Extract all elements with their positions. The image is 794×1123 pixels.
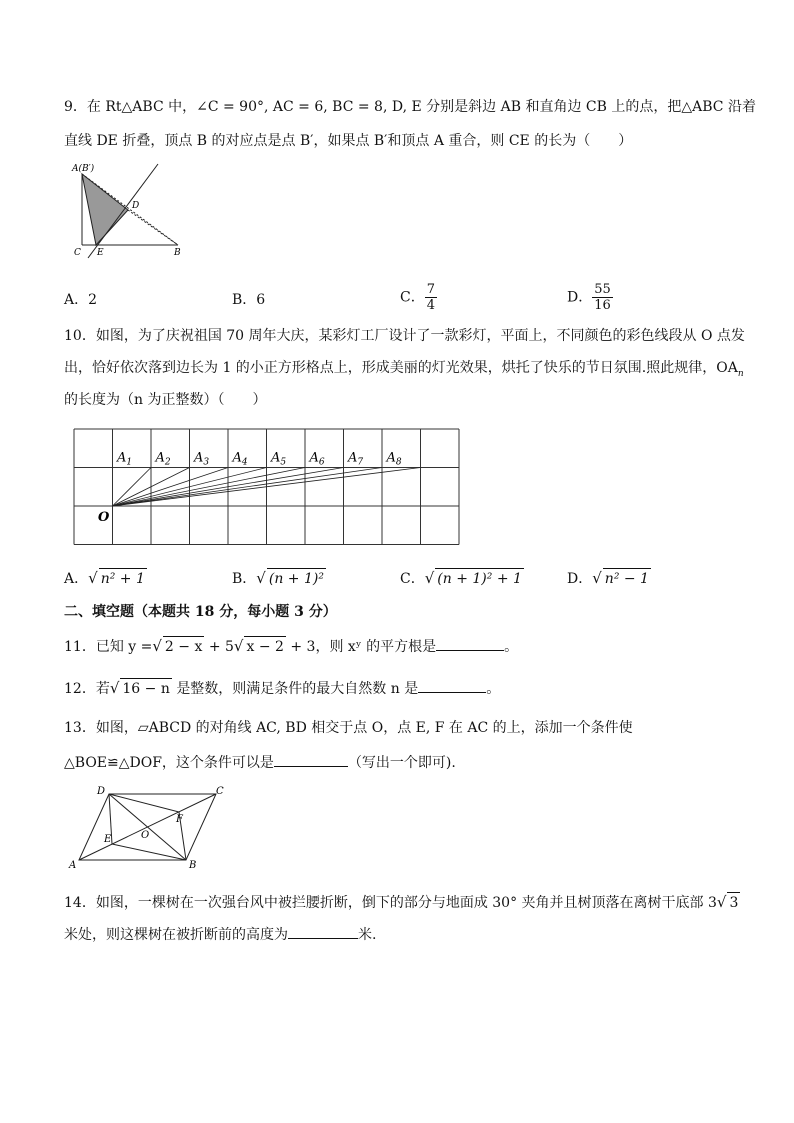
q13-label-o: O (141, 830, 150, 841)
label-a1: $A_1$ (117, 450, 133, 468)
label-a8: $A_8$ (386, 450, 402, 468)
q9-option-d-label: D． (567, 289, 593, 306)
q10-option-d[interactable]: D．√ n² − 1 (567, 569, 649, 587)
label-a4: $A_4$ (232, 450, 248, 468)
q10-line3: 的长度为（n 为正整数）（ ） (64, 392, 267, 408)
ray-o-a7 (113, 468, 383, 507)
q10-label-o: O (98, 510, 110, 525)
q14-line1: 14．如图，一棵树在一次强台风中被拦腰折断，倒下的部分与地面成 30° 夹角并且树顶落在离树干底部 3√ 3 (64, 893, 739, 911)
q9-option-b-value: 6 (256, 292, 266, 308)
q10-line2: 出，恰好依次落到边长为 1 的小正方形格点上，形成美丽的灯光效果，烘托了快乐的节日氛围.照此规律，$OA_n$ (64, 360, 744, 379)
q13-label-f: F (176, 814, 183, 825)
q9-seg-db (128, 210, 178, 245)
q9-option-a[interactable] (64, 290, 97, 310)
q9-option-b-label: B． (232, 292, 257, 308)
q13-line2: △BOE≌△DOF，这个条件可以是 （写出一个即可). (64, 752, 456, 773)
q12-answer-blank[interactable] (418, 678, 486, 693)
q10-option-b[interactable]: B．√ (n + 1)² (232, 569, 324, 587)
q10-line1: 10．如图，为了庆祝祖国 70 周年大庆，某彩灯工厂设计了一款彩灯，平面上，不同颜色的彩色线段从 O 点发 (64, 328, 745, 344)
ray-o-a5 (113, 468, 306, 507)
label-a5: $A_5$ (271, 450, 287, 468)
q10-grid-figure (70, 424, 462, 548)
q10-option-d-label: D． (567, 571, 593, 587)
q9-label-b: B (174, 248, 181, 258)
q13-label-b: B (189, 860, 197, 871)
q13-label-e: E (104, 834, 112, 845)
q13-seg-be (112, 844, 186, 860)
q13-parallelogram-figure (64, 782, 234, 872)
q9-option-c-fraction: $\frac{7}{4}$ (426, 282, 435, 313)
q10-option-d-value: n² − 1 (603, 568, 651, 589)
q13-label-c: C (216, 786, 224, 797)
q10-option-a[interactable]: A．√ n² + 1 (64, 569, 145, 587)
q10-option-c[interactable]: C．√ (n + 1)² + 1 (400, 569, 522, 587)
q9-option-d[interactable] (567, 282, 613, 313)
q10-option-c-value: (n + 1)² + 1 (435, 568, 524, 589)
label-a6: $A_6$ (309, 450, 325, 468)
q9-label-a: A(B′) (72, 164, 95, 174)
q9-figure (70, 158, 200, 263)
q13-label-d: D (97, 786, 106, 797)
q9-label-e: E (97, 248, 104, 258)
q9-option-a-label: A． (64, 292, 89, 308)
q12: 12．若√ 16 − n 是整数，则满足条件的最大自然数 n 是 。 (64, 679, 501, 697)
section-title: 二、填空题（本题共 18 分，每小题 3 分） (64, 604, 337, 620)
q10-option-a-value: n² + 1 (99, 568, 147, 589)
q9-line2: 直线 DE 折叠，顶点 B 的对应点是点 B′，如果点 B′和顶点 A 重合，则 CE 的长为（ ） (64, 133, 633, 149)
q11-answer-blank[interactable] (436, 636, 504, 651)
q10-option-b-value: (n + 1)² (267, 568, 326, 589)
q9-label-d: D (132, 201, 140, 211)
q9-option-a-value: 2 (88, 292, 98, 308)
q9-option-c-label: C． (400, 289, 425, 306)
q13-answer-blank[interactable] (274, 752, 348, 767)
q9-option-d-fraction: $\frac{55}{16}$ (594, 282, 611, 313)
label-a7: $A_7$ (348, 450, 364, 468)
q10-option-a-label: A． (64, 571, 89, 587)
q11: 11．已知 y =√ 2 − x + 5√ x − 2 + 3，则 xʸ 的平方根是 。 (64, 637, 519, 655)
q14-answer-blank[interactable] (288, 924, 358, 939)
q9-option-b[interactable] (232, 290, 265, 310)
q10-option-c-label: C． (400, 571, 425, 587)
label-a2: $A_2$ (155, 450, 171, 468)
q9-line1: 9．在 Rt△ABC 中，∠C = 90°, AC = 6, BC = 8, D, E 分别是斜边 AB 和直角边 CB 上的点，把△ABC 沿着 (64, 99, 756, 115)
q9-label-c: C (74, 248, 81, 258)
q13-label-a: A (69, 860, 77, 871)
q10-option-b-label: B． (232, 571, 257, 587)
label-a3: $A_3$ (194, 450, 210, 468)
q14-line2: 米处，则这棵树在被折断前的高度为 米. (64, 924, 376, 945)
q13-line1: 13．如图，▱ABCD 的对角线 AC, BD 相交于点 O，点 E, F 在 AC 的上，添加一个条件使 (64, 720, 633, 736)
q9-option-c[interactable] (400, 282, 437, 313)
